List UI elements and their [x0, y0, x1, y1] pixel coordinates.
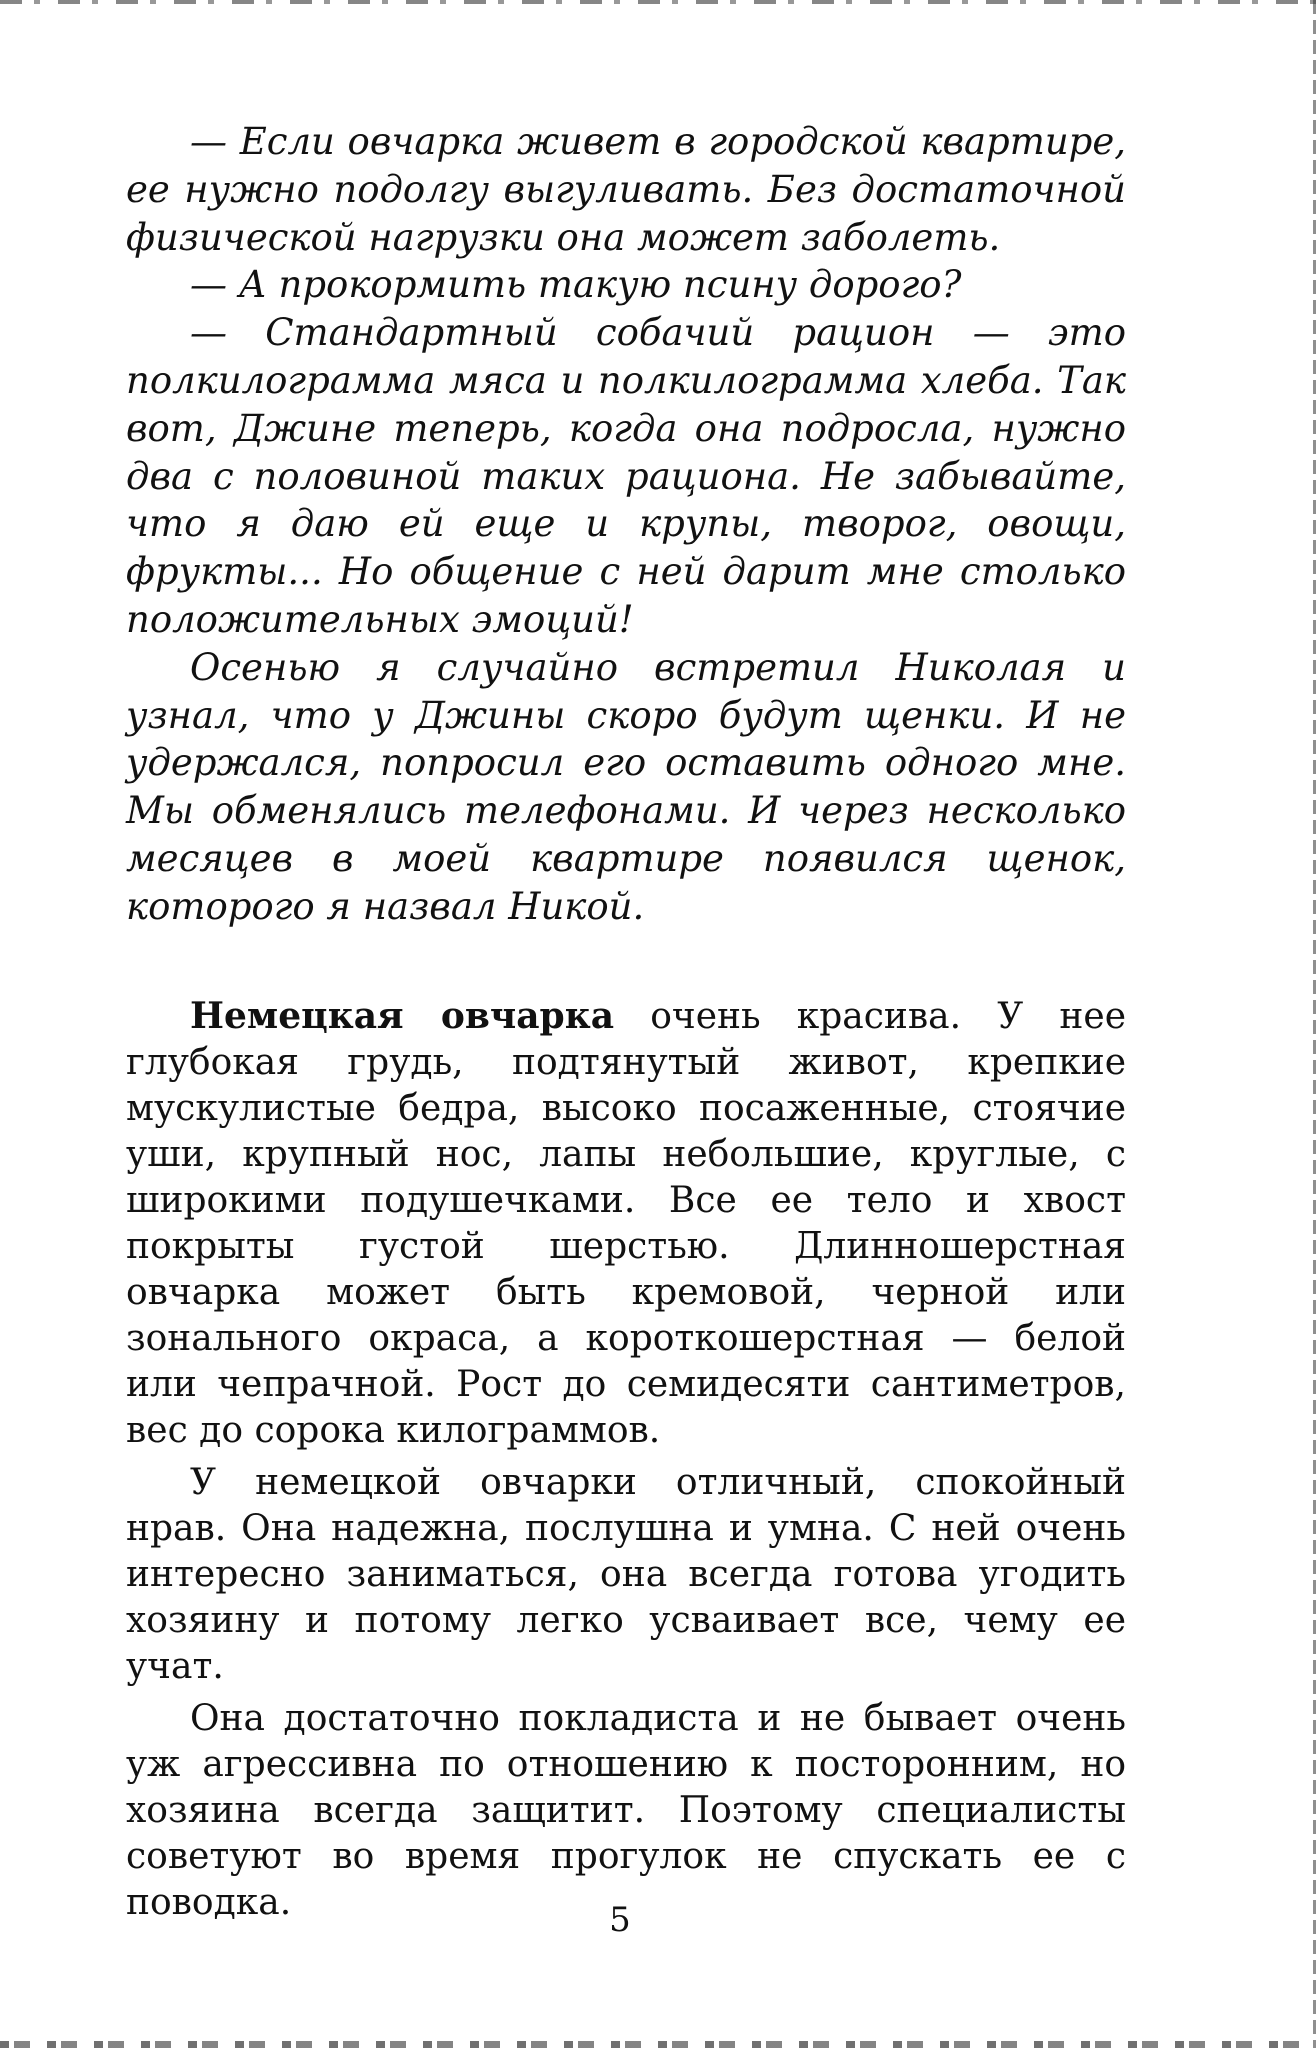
- breed-name: Немецкая овчарка: [190, 994, 615, 1037]
- italic-paragraph: — Стандартный собачий рацион — это полкилограмма мяса и полкилограмма хлеба. Так вот, Джине теперь, когда она подросла, нужно два с половиной таких рациона. Не забывайте, что я даю ей еще и крупы, творог, овощи, фрукты... Но общение с ней дарит мне столько положительных эмоций!: [126, 311, 1126, 641]
- dialogue-block: [126, 118, 1126, 931]
- description-paragraph: Она достаточно покладиста и не бывает очень уж агрессивна по отношению к посторонним, но хозяина всегда защитит. Поэтому специалисты советуют во время прогулок не спускать ее с поводка.: [126, 1697, 1126, 1923]
- page-number: 5: [609, 1900, 631, 1940]
- italic-paragraph: — Если овчарка живет в городской квартире, ее нужно подолгу выгуливать. Без достаточной физической нагрузки она может заболеть.: [126, 120, 1126, 259]
- description-paragraph: У немецкой овчарки отличный, спокойный нрав. Она надежна, послушна и умна. С ней очень интересно заниматься, она всегда готова угодить хозяину и потому легко усваивает все, чему ее учат.: [126, 1461, 1126, 1687]
- breed-description: [126, 993, 1126, 1926]
- italic-paragraph: Осенью я случайно встретил Николая и узнал, что у Джины скоро будут щенки. И не удержался, попросил его оставить одного мне. Мы обменялись телефонами. И через несколько месяцев в моей квартире появился щенок, которого я назвал Никой.: [126, 645, 1126, 928]
- scan-edge-top: [0, 0, 1316, 4]
- scan-edge-bottom: [0, 2041, 1316, 2048]
- italic-paragraph: — А прокормить такую псину дорого?: [190, 263, 962, 307]
- text-column: [126, 118, 1126, 1932]
- description-text: очень красива. У нее глубокая грудь, подтянутый живот, крепкие мускулистые бедра, высоко посаженные, стоячие уши, крупный нос, лапы небольшие, круглые, с широкими подушечками. Все ее тело и хвост покрыты густой шерстью. Длинношерстная овчарка может быть кремовой, черной или зонального окраса, а короткошерстная — белой или чепрачной. Рост до семидесяти сантиметров, вес до сорока килограммов.: [126, 995, 1127, 1451]
- description-paragraph: [126, 993, 1126, 1454]
